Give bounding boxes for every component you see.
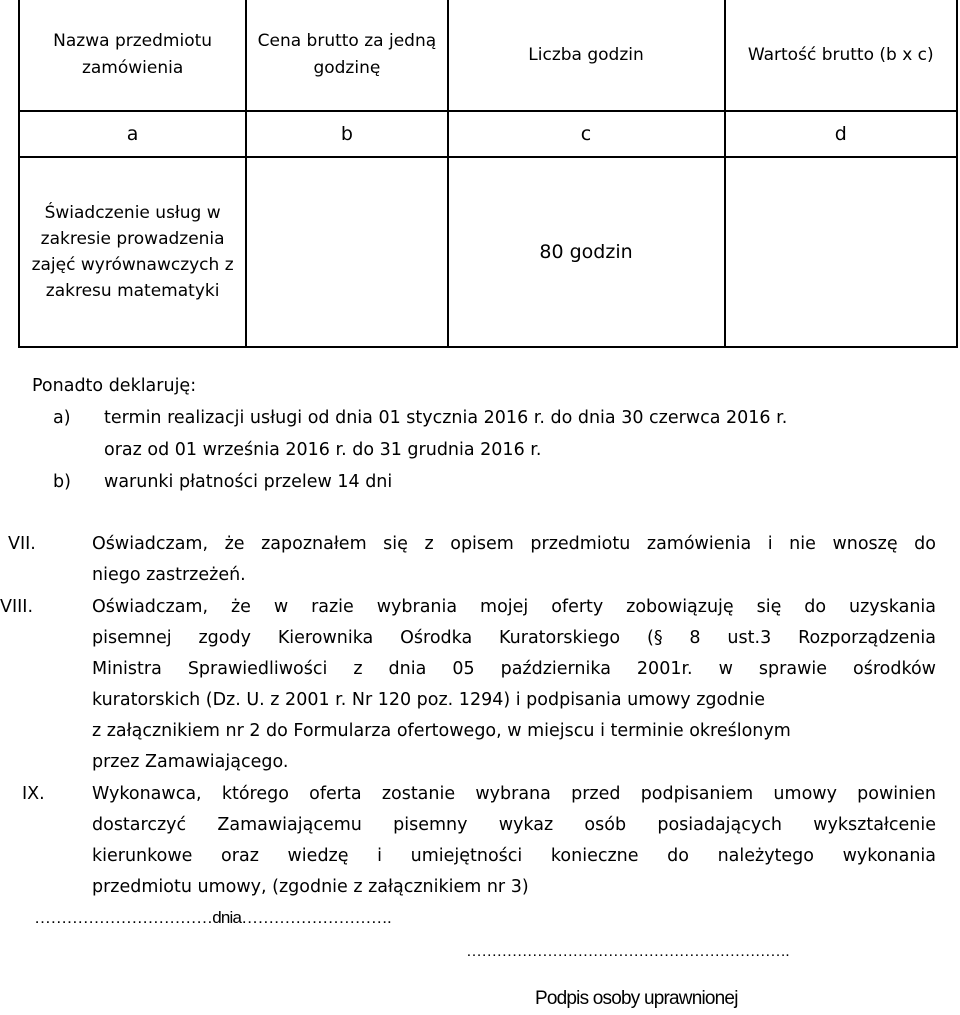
section-vii-line2: niego zastrzeżeń. [92, 565, 246, 585]
letter-d: d [725, 111, 957, 157]
section-viii-line2: pisemnej zgody Kierownika Ośrodka Kuratorskiego (§ 8 ust.3 Rozporządzenia [92, 628, 936, 648]
section-ix-line3: kierunkowe oraz wiedzę i umiejętności konieczne do należytego wykonania [92, 846, 936, 866]
table-header-row [19, 0, 957, 111]
header-hours: Liczba godzin [448, 0, 725, 111]
section-ix-line4: przedmiotu umowy, (zgodnie z załącznikiem nr 3) [92, 877, 529, 897]
section-ix-line2: dostarczyć Zamawiającemu pisemny wykaz osób posiadających wykształcenie [92, 815, 936, 835]
item-a-line1: termin realizacji usługi od dnia 01 stycznia 2016 r. do dnia 30 czerwca 2016 r. [104, 408, 788, 428]
letter-b: b [246, 111, 447, 157]
offer-table [18, 0, 958, 348]
signature-dots: ………………………………………………………. [466, 943, 789, 960]
header-total-value: Wartość brutto (b x c) [725, 0, 957, 111]
section-viii-line3: Ministra Sprawiedliwości z dnia 05 października 2001r. w sprawie ośrodków [92, 659, 936, 679]
item-b-label: b) [53, 472, 71, 492]
section-viii-number: VIII. [0, 597, 34, 617]
section-viii-line4: kuratorskich (Dz. U. z 2001 r. Nr 120 poz. 1294) i podpisania umowy zgodnie [92, 690, 766, 710]
section-ix-line1: Wykonawca, którego oferta zostanie wybrana przed podpisaniem umowy powinien [92, 784, 936, 804]
section-viii-line6: przez Zamawiającego. [92, 752, 289, 772]
table-letter-row [19, 111, 957, 157]
cell-item-name: Świadczenie usług w zakresie prowadzenia zajęć wyrównawczych z zakresu matematyki [19, 157, 246, 347]
header-unit-price: Cena brutto za jedną godzinę [246, 0, 447, 111]
section-viii-line5: z załącznikiem nr 2 do Formularza ofertowego, w miejscu i terminie określonym [92, 721, 791, 741]
item-a-line2: oraz od 01 września 2016 r. do 31 grudnia 2016 r. [104, 440, 542, 460]
cell-unit-price[interactable] [246, 157, 447, 347]
section-vii-line1: Oświadczam, że zapoznałem się z opisem przedmiotu zamówienia i nie wnoszę do [92, 534, 936, 554]
declaration-intro: Ponadto deklaruję: [32, 376, 197, 396]
cell-hours: 80 godzin [448, 157, 725, 347]
item-a-label: a) [53, 408, 71, 428]
letter-c: c [448, 111, 725, 157]
signature-label: Podpis osoby uprawnionej [535, 988, 738, 1009]
table-row [19, 157, 957, 347]
section-viii-line1: Oświadczam, że w razie wybrania mojej oferty zobowiązuję się do uzyskania [92, 597, 936, 617]
cell-total-value[interactable] [725, 157, 957, 347]
header-item-name: Nazwa przedmiotu zamówienia [19, 0, 246, 111]
item-b-text: warunki płatności przelew 14 dni [104, 472, 393, 492]
date-line: ……………………………dnia………………………. [34, 908, 391, 927]
section-vii-number: VII. [8, 534, 36, 554]
section-ix-number: IX. [22, 784, 45, 804]
letter-a: a [19, 111, 246, 157]
